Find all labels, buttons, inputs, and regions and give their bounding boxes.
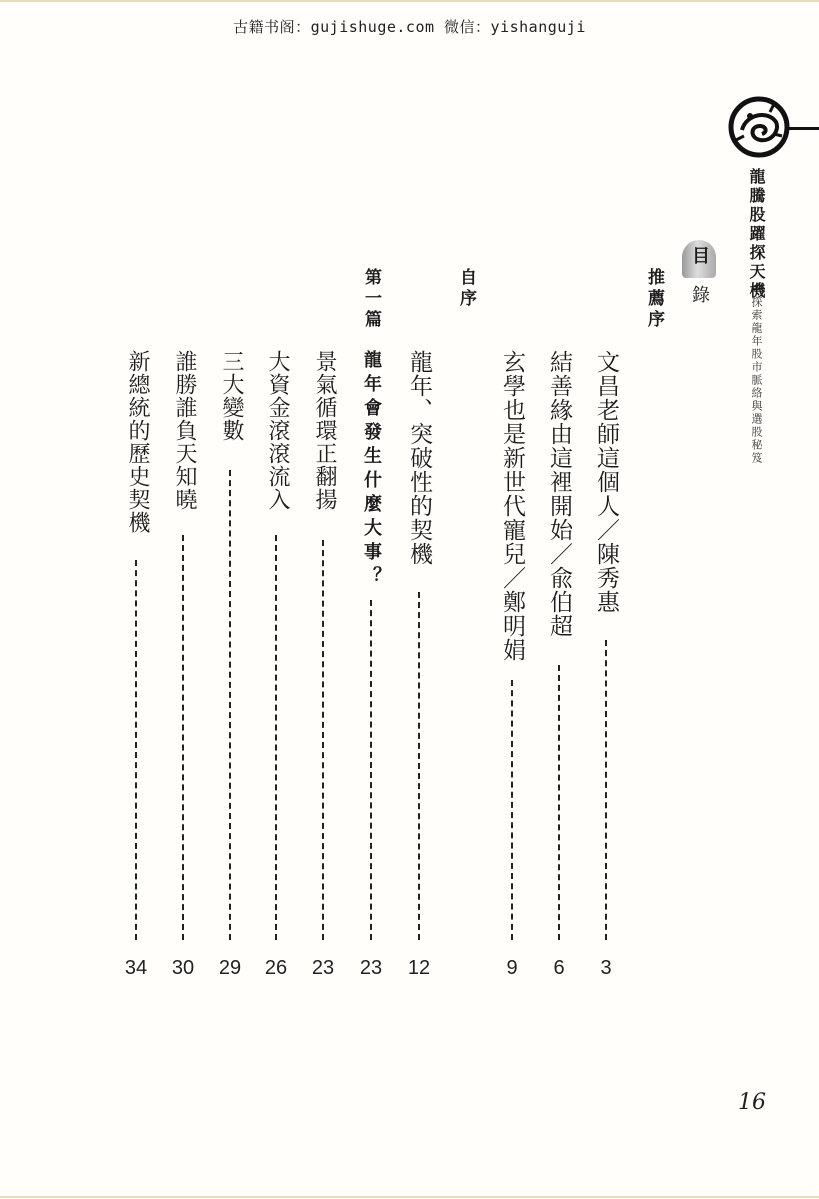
book-subtitle: 探索龍年股市脈絡與選股秘笈 (750, 296, 763, 465)
page-number: 16 (738, 1090, 766, 1115)
leader-dots (370, 600, 372, 940)
section-heading-foreword: 推薦序 (644, 268, 664, 331)
page-bottom-border (0, 1196, 819, 1198)
section-heading-preface: 自序 (456, 268, 476, 310)
toc-entry-page: 26 (264, 957, 288, 979)
leader-dots (558, 665, 560, 940)
toc-entry-page: 6 (553, 957, 565, 979)
book-title: 龍騰股躍探天機 (747, 168, 766, 301)
toc-heading-top: 目 (689, 246, 710, 264)
dragon-emblem-icon (728, 96, 790, 158)
leader-dots (322, 540, 324, 940)
emblem-rule (788, 127, 819, 130)
chapter-title[interactable]: 龍年會發生什麼大事？ (361, 350, 382, 590)
leader-dots (511, 680, 513, 940)
leader-dots (229, 470, 231, 940)
chapter-page: 23 (359, 957, 383, 979)
leader-dots (605, 640, 607, 940)
toc-entry-title[interactable]: 新總統的歷史契機 (125, 350, 150, 534)
toc-entry-page: 23 (311, 957, 335, 979)
toc-entry-title[interactable]: 文昌老師這個人／陳秀惠 (593, 350, 619, 614)
toc-entry-title[interactable]: 誰勝誰負天知曉 (172, 350, 197, 511)
chapter-heading: 第一篇 (361, 268, 381, 331)
toc-heading-bottom: 錄 (689, 285, 710, 303)
toc-entry-page: 30 (171, 957, 195, 979)
leader-dots (182, 535, 184, 940)
toc-entry-title[interactable]: 玄學也是新世代寵兒／鄭明娟 (499, 350, 525, 662)
leader-dots (275, 535, 277, 940)
toc-entry-page: 29 (218, 957, 242, 979)
toc-entry-page: 9 (506, 957, 518, 979)
toc-entry-page: 12 (407, 957, 431, 979)
toc-entry-title[interactable]: 大資金滾滾流入 (265, 350, 290, 511)
leader-dots (418, 592, 420, 940)
toc-entry-title[interactable]: 龍年、突破性的契機 (406, 350, 432, 566)
leader-dots (135, 560, 137, 940)
toc-entry-title[interactable]: 結善緣由這裡開始／兪伯超 (546, 350, 572, 638)
toc-entry-title[interactable]: 三大變數 (219, 350, 244, 442)
toc-entry-page: 34 (124, 957, 148, 979)
toc-entry-title[interactable]: 景氣循環正翻揚 (312, 350, 337, 511)
toc-entry-page: 3 (600, 957, 612, 979)
page-top-border (0, 0, 819, 2)
watermark-text: 古籍书阁：gujishuge.com 微信：yishanguji (233, 18, 586, 36)
